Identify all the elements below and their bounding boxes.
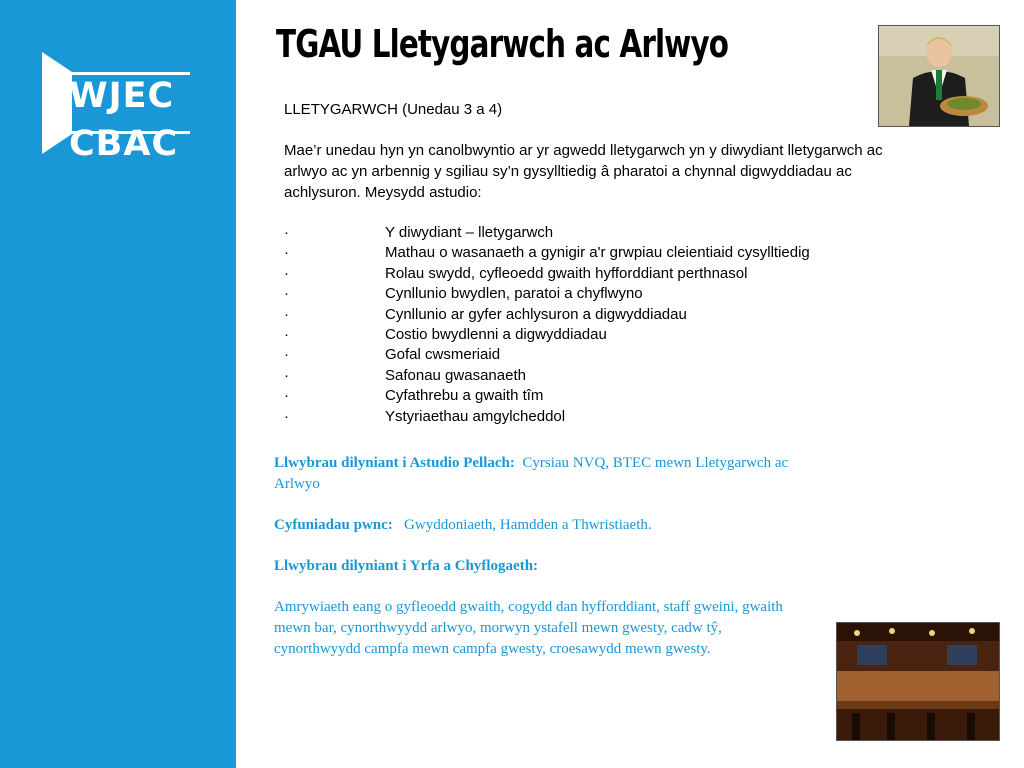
bullet-icon: ·	[284, 407, 289, 425]
progression-info	[274, 453, 804, 660]
logo-line-2: CBAC	[69, 124, 179, 164]
bar-photo	[836, 622, 1000, 741]
bullet-icon: ·	[284, 264, 289, 282]
main-content	[284, 99, 884, 427]
bullet-icon: ·	[284, 387, 289, 405]
further-study-label: Llwybrau dilyniant i Astudio Pellach:	[274, 455, 515, 471]
list-item: · Cynllunio bwydlen, paratoi a chyflwyno	[284, 284, 884, 304]
list-item: · Cynllunio ar gyfer achlysuron a digwyddiadau	[284, 305, 884, 325]
further-study-text: Cyrsiau NVQ, BTEC mewn Lletygarwch ac Arlwyo	[274, 455, 789, 492]
bullet-icon: ·	[284, 325, 289, 343]
page-title: TGAU Lletygarwch ac Arlwyo	[276, 22, 729, 66]
related-subjects-paragraph	[274, 515, 804, 536]
career-text: Amrywiaeth eang o gyfleoedd gwaith, cogydd dan hyfforddiant, staff gweini, gwaith mewn bar, cynorthwyydd arlwyo, morwyn ystafell mewn gwesty, cadw tŷ, cynorthwyydd campfa mewn campfa gwesty, croesawydd mewn gwesty.	[274, 599, 783, 657]
study-areas-list	[284, 223, 884, 427]
list-item: · Rolau swydd, cyfleoedd gwaith hyfforddiant perthnasol	[284, 264, 884, 284]
bullet-icon: ·	[284, 244, 289, 262]
related-subjects-text: Gwyddoniaeth, Hamdden a Thwristiaeth.	[404, 517, 652, 533]
sidebar-panel	[0, 0, 236, 768]
list-item: · Mathau o wasanaeth a gynigir a'r grwpiau cleientiaid cysylltiedig	[284, 243, 884, 263]
list-item: · Y diwydiant – lletygarwch	[284, 223, 884, 243]
section-heading: LLETYGARWCH (Unedau 3 a 4)	[284, 101, 503, 118]
list-item: · Cyfathrebu a gwaith tîm	[284, 386, 884, 406]
list-item: · Costio bwydlenni a digwyddiadau	[284, 325, 884, 345]
waiter-photo	[878, 25, 1000, 127]
bullet-icon: ·	[284, 366, 289, 384]
logo-line-1: WJEC	[69, 76, 175, 116]
list-item: · Gofal cwsmeriaid	[284, 345, 884, 365]
bullet-icon: ·	[284, 346, 289, 364]
intro-paragraph: Mae’r unedau hyn yn canolbwyntio ar yr agwedd lletygarwch yn y diwydiant lletygarwch ac arlwyo ac yn arbennig y sgiliau sy’n gysylltiedig â pharatoi a chynnal digwyddiadau ac achlysuron. Meysydd astudio:	[284, 142, 883, 201]
further-study-paragraph	[274, 453, 804, 495]
career-label: Llwybrau dilyniant i Yrfa a Chyflogaeth:	[274, 558, 539, 574]
list-item: · Ystyriaethau amgylcheddol	[284, 407, 884, 427]
list-item: · Safonau gwasanaeth	[284, 366, 884, 386]
bullet-icon: ·	[284, 285, 289, 303]
related-subjects-label: Cyfuniadau pwnc:	[274, 517, 393, 533]
bullet-icon: ·	[284, 224, 289, 241]
career-label-paragraph	[274, 556, 804, 577]
bullet-icon: ·	[284, 305, 289, 323]
